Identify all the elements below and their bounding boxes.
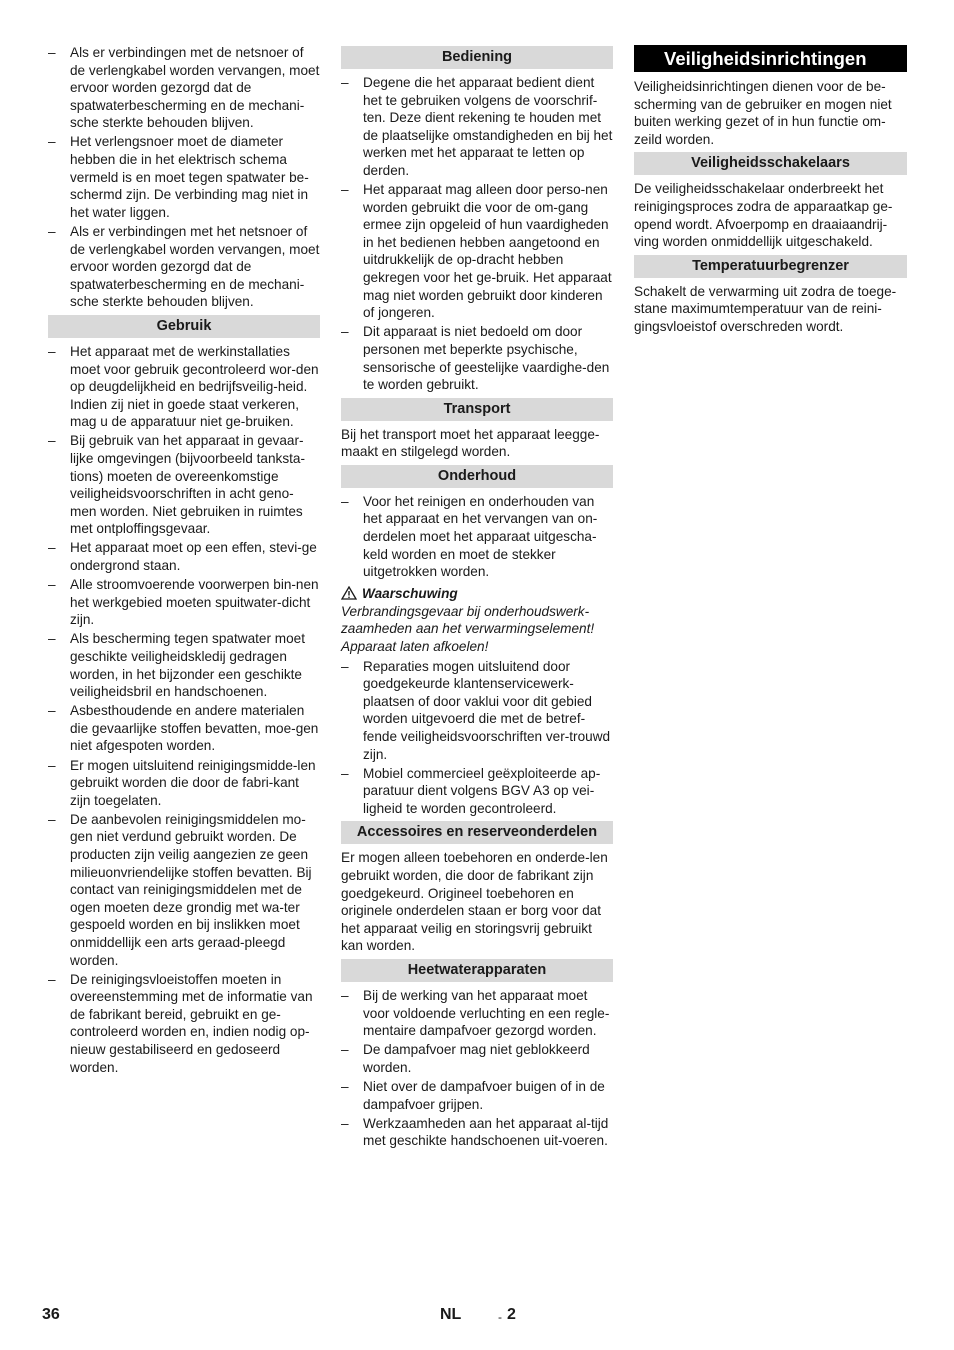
section-heading-transport: Transport <box>341 398 613 421</box>
section-heading-begrenzer: Temperatuurbegrenzer <box>634 255 907 278</box>
list-item: – Bij de werking van het apparaat moet voor voldoende verluchting en een regle-mentaire dampafvoer gezorgd worden. <box>341 988 610 1039</box>
heetwater-list <box>341 987 613 1150</box>
list-item: – De dampafvoer mag niet geblokkeerd worden. <box>341 1042 590 1075</box>
section-heading-onderhoud: Onderhoud <box>341 465 613 488</box>
main-heading-veiligheidsinrichtingen: Veiligheidsinrichtingen <box>634 45 907 72</box>
onderhoud-list-b <box>341 658 613 818</box>
list-item: – Het verlengsnoer moet de diameter hebben die in het elektrisch schema vermeld is en moet tegen spatwater be-schermd zijn. De verbinding mag niet in het water liggen. <box>48 134 309 220</box>
list-item: – Bij gebruik van het apparaat in gevaar-lijke omgevingen (bijvoorbeeld tanksta-tions) moeten de overeenkomstige veiligheidsvoorschriften in acht geno-men worden. Niet gebruiken in ruimtes met ontploffingsgevaar. <box>48 433 305 537</box>
list-item: – Als bescherming tegen spatwater moet geschikte veiligheidskledij gedragen worden, in het bijzonder een geschikte veiligheidsbril en handschoenen. <box>48 631 305 700</box>
connection-list <box>48 44 320 311</box>
onderhoud-list <box>341 493 613 581</box>
list-item: – Werkzaamheden aan het apparaat al-tijd met geschikte handschoenen uit-voeren. <box>341 1115 609 1149</box>
section-heading-schakelaars: Veiligheidsschakelaars <box>634 152 907 175</box>
transport-text: Bij het transport moet het apparaat leegge-maakt en stilgelegd worden. <box>341 426 600 460</box>
bediening-list <box>341 74 613 394</box>
list-item: – Het apparaat moet op een effen, stevi-ge ondergrond staan. <box>48 540 317 574</box>
list-item: – Alle stroomvoerende voorwerpen bin-nen het werkgebied moeten spuitwater-dicht zijn. <box>48 577 319 628</box>
list-item: – De aanbevolen reinigingsmiddelen mo-gen niet verdund gebruikt worden. De producten zijn veilig aangezien ze geen milieuonvriendelijke stoffen bevatten. Bij contact van reinigingsmiddelen met de ogen moeten deze grondig met wa-ter gespoeld worden en bij inslikken moet onmiddellijk een arts geraad-pleegd worden. <box>48 811 312 968</box>
section-heading-gebruik: Gebruik <box>48 315 320 338</box>
begrenzer-text: Schakelt de verwarming uit zodra de toege-stane maximumtemperatuur van de reini-gingsvloeistof overschreden wordt. <box>634 283 897 334</box>
footer-separator: - <box>498 1310 502 1324</box>
warning-heading <box>341 585 613 603</box>
list-item: – De reinigingsvloeistoffen moeten in overeenstemming met de informatie van de fabrikant bereid, gebruikt en ge-controleerd worden en, indien nodig op-nieuw gestabiliseerd en gedoseerd worden. <box>48 971 313 1075</box>
list-item: – Als er verbindingen met het netsnoer of de verlengkabel worden vervangen, moet ervoor worden gezorgd dat de spatwaterbescherming en de mechani-sche sterkte behouden blijven. <box>48 223 320 310</box>
warning-title: Waarschuwing <box>362 585 458 601</box>
list-item: – Degene die het apparaat bedient dient het te gebruiken volgens de voorschrif-ten. Deze dient rekening te houden met de plaatselijke omstandigheden en bij het werken met het apparaat te letten op derden. <box>341 75 613 178</box>
document-code: 2 <box>507 1306 516 1323</box>
section-heading-accessoires: Accessoires en reserveonderdelen <box>341 821 613 844</box>
list-item: – Er mogen uitsluitend reinigingsmidde-len gebruikt worden die door de fabri-kant zijn toegelaten. <box>48 757 316 808</box>
column-right <box>634 44 907 340</box>
list-item: – Asbesthoudende en andere materialen die gevaarlijke stoffen bevatten, moe-gen niet afgespoten worden. <box>48 703 319 754</box>
language-code: NL <box>440 1306 462 1323</box>
intro-text: Veiligheidsinrichtingen dienen voor de be-scherming van de gebruiker en mogen niet buiten werking gezet of in hun functie om-zeild worden. <box>634 79 892 147</box>
section-heading-bediening: Bediening <box>341 46 613 69</box>
warning-triangle-icon <box>341 586 357 600</box>
list-item: – Niet over de dampafvoer buigen of in de dampafvoer grijpen. <box>341 1079 605 1112</box>
column-left <box>48 44 320 1080</box>
section-heading-heetwater: Heetwaterapparaten <box>341 959 613 982</box>
list-item: – Dit apparaat is niet bedoeld om door personen met beperkte psychische, sensorische of geestelijke vaardighe-den te worden gebruikt. <box>341 324 610 393</box>
list-item: – Het apparaat mag alleen door perso-nen worden gebruikt die voor de om-gang ermee zijn opgeleid of hun vaardigheden in het bedienen hebben aangetoond en uitdrukkelijk de op-dracht hebben gekregen voor het ge-bruik. Het apparaat mag niet worden gebruikt door kinderen of jongeren. <box>341 182 612 321</box>
list-item: – Reparaties mogen uitsluitend door goedgekeurde klantenservicewerk-plaatsen of door vaklui voor dit gebied worden uitgevoerd die met de betref-fende veiligheidsvoorschriften ver-trouwd zijn. <box>341 658 611 762</box>
list-item: – Mobiel commercieel geëxploiteerde ap-paratuur dient volgens BGV A3 op vei-ligheid te worden gecontroleerd. <box>341 765 601 816</box>
column-middle <box>341 44 613 1154</box>
list-item: – Het apparaat met de werkinstallaties moet voor gebruik gecontroleerd wor-den op deugdelijkheid en bedrijfsveilig-heid. Indien zij niet in goede staat verkeren, mag u de apparatuur niet ge-bruiken. <box>48 343 319 430</box>
schakelaars-text: De veiligheidsschakelaar onderbreekt het reinigingsproces zodra de apparaatkap ge-opend wordt. Afvoerpomp en draaiaandrij-ving worden onmiddellijk uitgeschakeld. <box>634 181 893 250</box>
warning-text: Verbrandingsgevaar bij onderhoudswerk-zaamheden aan het verwarmingselement! Apparaat laten afkoelen! <box>341 603 595 655</box>
accessoires-text: Er mogen alleen toebehoren en onderde-len gebruikt worden, die door de fabrikant zijn goedgekeurd. Origineel toebehoren en originele onderdelen staan er borg voor dat het apparaat veilig en storingsvrij gebruikt kan worden. <box>341 850 608 954</box>
list-item: – Voor het reinigen en onderhouden van het apparaat en het vervangen van on-derdelen moet het apparaat uitgescha-keld worden en moet de stekker uitgetrokken worden. <box>341 493 598 580</box>
gebruik-list <box>48 343 320 1076</box>
list-item: – Als er verbindingen met de netsnoer of de verlengkabel worden vervangen, moet ervoor worden gezorgd dat de spatwaterbescherming en de mechani-sche sterkte behouden blijven. <box>48 45 320 131</box>
page-number: 36 <box>42 1306 60 1323</box>
